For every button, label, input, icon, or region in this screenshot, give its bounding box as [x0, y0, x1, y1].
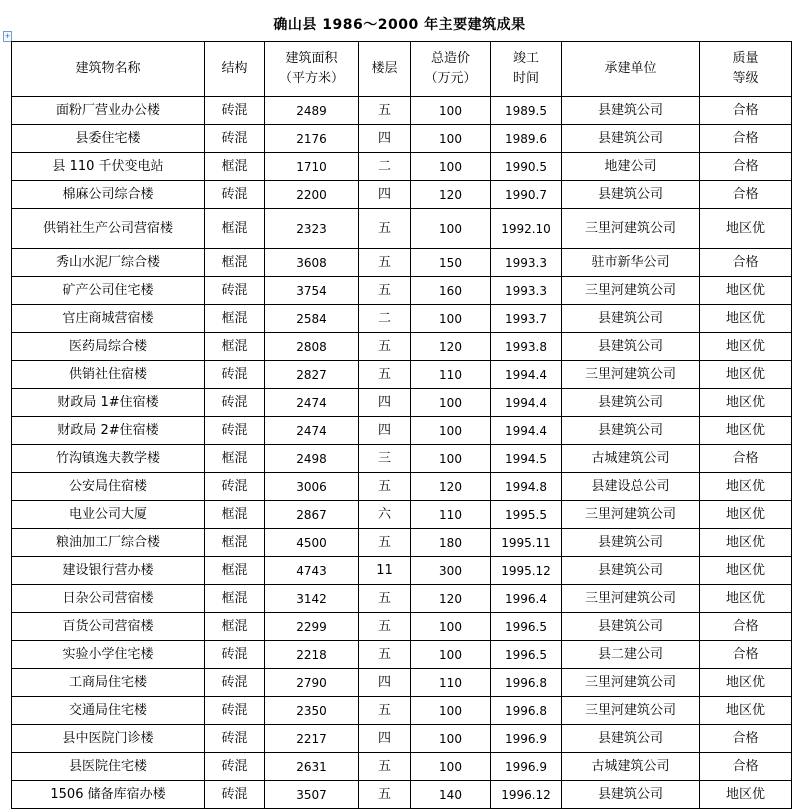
cell-contractor: 县建筑公司	[562, 613, 700, 641]
cell-contractor: 三里河建筑公司	[562, 501, 700, 529]
cell-area: 2808	[265, 333, 359, 361]
table-row	[12, 557, 792, 585]
cell-area: 3142	[265, 585, 359, 613]
cell-floors: 五	[359, 585, 411, 613]
cell-name: 工商局住宅楼	[12, 669, 205, 697]
cell-contractor: 县建筑公司	[562, 97, 700, 125]
cell-completed: 1994.4	[491, 417, 562, 445]
cell-contractor: 驻市新华公司	[562, 249, 700, 277]
table-row	[12, 501, 792, 529]
cell-quality: 合格	[700, 725, 792, 753]
cell-structure: 砖混	[205, 389, 265, 417]
table-row	[12, 125, 792, 153]
page-title: 确山县 1986～2000 年主要建筑成果	[273, 17, 526, 33]
cell-structure: 砖混	[205, 277, 265, 305]
table-row	[12, 153, 792, 181]
cell-floors: 五	[359, 753, 411, 781]
cell-floors: 五	[359, 697, 411, 725]
cell-floors: 六	[359, 501, 411, 529]
header-area-line2: （平方米）	[278, 71, 344, 86]
header-cost-line2: （万元）	[424, 71, 477, 86]
cell-quality: 地区优	[700, 781, 792, 809]
cell-name: 建设银行营办楼	[12, 557, 205, 585]
cell-area: 3507	[265, 781, 359, 809]
table-row	[12, 725, 792, 753]
cell-structure: 砖混	[205, 97, 265, 125]
cell-quality: 合格	[700, 249, 792, 277]
cell-structure: 框混	[205, 153, 265, 181]
cell-contractor: 县建筑公司	[562, 333, 700, 361]
cell-structure: 框混	[205, 249, 265, 277]
cell-structure: 砖混	[205, 473, 265, 501]
cell-name: 供销社住宿楼	[12, 361, 205, 389]
cell-completed: 1994.5	[491, 445, 562, 473]
cell-quality: 地区优	[700, 501, 792, 529]
cell-floors: 五	[359, 613, 411, 641]
cell-contractor: 县建筑公司	[562, 417, 700, 445]
cell-contractor: 古城建筑公司	[562, 753, 700, 781]
cell-completed: 1996.8	[491, 669, 562, 697]
cell-structure: 框混	[205, 613, 265, 641]
cell-area: 2790	[265, 669, 359, 697]
cell-structure: 框混	[205, 501, 265, 529]
table-row	[12, 417, 792, 445]
cell-contractor: 县建筑公司	[562, 557, 700, 585]
cell-structure: 框混	[205, 305, 265, 333]
cell-cost: 300	[411, 557, 491, 585]
cell-contractor: 三里河建筑公司	[562, 361, 700, 389]
cell-area: 2299	[265, 613, 359, 641]
cell-structure: 砖混	[205, 181, 265, 209]
header-structure: 结构	[205, 42, 265, 97]
cell-quality: 合格	[700, 181, 792, 209]
cell-structure: 砖混	[205, 641, 265, 669]
cell-name: 县医院住宅楼	[12, 753, 205, 781]
cell-completed: 1995.11	[491, 529, 562, 557]
header-quality-line1: 质量	[732, 51, 759, 66]
cell-completed: 1990.5	[491, 153, 562, 181]
cell-cost: 100	[411, 125, 491, 153]
cell-completed: 1992.10	[491, 209, 562, 249]
table-row	[12, 389, 792, 417]
cell-structure: 砖混	[205, 697, 265, 725]
cell-floors: 四	[359, 725, 411, 753]
cell-name: 日杂公司营宿楼	[12, 585, 205, 613]
cell-area: 2584	[265, 305, 359, 333]
cell-floors: 四	[359, 389, 411, 417]
cell-structure: 框混	[205, 585, 265, 613]
cell-quality: 合格	[700, 753, 792, 781]
cell-name: 供销社生产公司营宿楼	[12, 209, 205, 249]
cell-area: 2200	[265, 181, 359, 209]
cell-structure: 砖混	[205, 669, 265, 697]
cell-area: 2631	[265, 753, 359, 781]
cell-cost: 100	[411, 417, 491, 445]
cell-cost: 120	[411, 333, 491, 361]
table-row	[12, 585, 792, 613]
cell-quality: 合格	[700, 613, 792, 641]
cell-area: 2474	[265, 417, 359, 445]
cell-quality: 地区优	[700, 333, 792, 361]
table-row	[12, 97, 792, 125]
cell-area: 2474	[265, 389, 359, 417]
cell-name: 百货公司营宿楼	[12, 613, 205, 641]
cell-quality: 合格	[700, 153, 792, 181]
cell-quality: 地区优	[700, 361, 792, 389]
cell-quality: 地区优	[700, 473, 792, 501]
cell-name: 1506 储备库宿办楼	[12, 781, 205, 809]
cell-floors: 四	[359, 417, 411, 445]
header-area	[265, 42, 359, 97]
cell-area: 2498	[265, 445, 359, 473]
cell-name: 财政局 2#住宿楼	[12, 417, 205, 445]
table-row	[12, 305, 792, 333]
cell-area: 2218	[265, 641, 359, 669]
cell-completed: 1996.5	[491, 641, 562, 669]
cell-contractor: 县建筑公司	[562, 125, 700, 153]
header-completion-line1: 竣工	[512, 51, 539, 66]
cell-contractor: 县建筑公司	[562, 725, 700, 753]
cell-area: 2323	[265, 209, 359, 249]
table-row	[12, 781, 792, 809]
cell-cost: 100	[411, 445, 491, 473]
header-cost	[411, 42, 491, 97]
cell-completed: 1996.9	[491, 753, 562, 781]
cell-name: 县中医院门诊楼	[12, 725, 205, 753]
cell-cost: 110	[411, 501, 491, 529]
table-row	[12, 641, 792, 669]
cell-contractor: 县建筑公司	[562, 529, 700, 557]
cell-name: 医药局综合楼	[12, 333, 205, 361]
cell-name: 矿产公司住宅楼	[12, 277, 205, 305]
cell-area: 4743	[265, 557, 359, 585]
cell-floors: 二	[359, 153, 411, 181]
cell-cost: 100	[411, 97, 491, 125]
cell-structure: 砖混	[205, 781, 265, 809]
cell-completed: 1989.6	[491, 125, 562, 153]
table-row	[12, 445, 792, 473]
cell-floors: 五	[359, 277, 411, 305]
cell-name: 公安局住宿楼	[12, 473, 205, 501]
header-contractor: 承建单位	[562, 42, 700, 97]
cell-name: 竹沟镇逸夫教学楼	[12, 445, 205, 473]
cell-cost: 100	[411, 613, 491, 641]
cell-name: 县 110 千伏变电站	[12, 153, 205, 181]
cell-completed: 1996.12	[491, 781, 562, 809]
cell-quality: 地区优	[700, 417, 792, 445]
cell-structure: 框混	[205, 445, 265, 473]
cell-area: 2217	[265, 725, 359, 753]
header-area-line1: 建筑面积	[285, 51, 338, 66]
cell-completed: 1995.12	[491, 557, 562, 585]
table-row	[12, 473, 792, 501]
cell-completed: 1993.3	[491, 249, 562, 277]
cell-structure: 框混	[205, 209, 265, 249]
table-row	[12, 249, 792, 277]
header-quality-line2: 等级	[732, 71, 759, 86]
cell-cost: 160	[411, 277, 491, 305]
cell-area: 3754	[265, 277, 359, 305]
cell-completed: 1996.5	[491, 613, 562, 641]
cell-structure: 砖混	[205, 725, 265, 753]
cell-floors: 四	[359, 125, 411, 153]
cell-name: 交通局住宅楼	[12, 697, 205, 725]
cell-quality: 地区优	[700, 305, 792, 333]
cell-cost: 100	[411, 697, 491, 725]
cell-floors: 五	[359, 641, 411, 669]
cell-structure: 砖混	[205, 125, 265, 153]
cell-quality: 地区优	[700, 389, 792, 417]
cell-cost: 110	[411, 669, 491, 697]
cell-contractor: 县建筑公司	[562, 305, 700, 333]
cell-contractor: 县建筑公司	[562, 389, 700, 417]
cell-area: 1710	[265, 153, 359, 181]
cell-floors: 五	[359, 209, 411, 249]
cell-completed: 1996.9	[491, 725, 562, 753]
table-row	[12, 361, 792, 389]
cell-structure: 框混	[205, 333, 265, 361]
table-row	[12, 753, 792, 781]
cell-contractor: 三里河建筑公司	[562, 697, 700, 725]
cell-name: 粮油加工厂综合楼	[12, 529, 205, 557]
table-row	[12, 209, 792, 249]
cell-structure: 砖混	[205, 417, 265, 445]
cell-contractor: 三里河建筑公司	[562, 585, 700, 613]
header-cost-line1: 总造价	[430, 51, 470, 66]
cell-structure: 框混	[205, 529, 265, 557]
cell-cost: 150	[411, 249, 491, 277]
cell-cost: 100	[411, 641, 491, 669]
cell-contractor: 古城建筑公司	[562, 445, 700, 473]
cell-quality: 地区优	[700, 585, 792, 613]
cell-contractor: 三里河建筑公司	[562, 669, 700, 697]
cell-cost: 100	[411, 753, 491, 781]
cell-cost: 140	[411, 781, 491, 809]
cell-contractor: 县二建公司	[562, 641, 700, 669]
cell-name: 秀山水泥厂综合楼	[12, 249, 205, 277]
cell-cost: 100	[411, 153, 491, 181]
cell-cost: 100	[411, 725, 491, 753]
cell-floors: 五	[359, 97, 411, 125]
cell-floors: 五	[359, 249, 411, 277]
cell-quality: 合格	[700, 445, 792, 473]
cell-structure: 框混	[205, 557, 265, 585]
cell-completed: 1996.4	[491, 585, 562, 613]
cell-quality: 地区优	[700, 529, 792, 557]
header-floors: 楼层	[359, 42, 411, 97]
table-anchor-icon[interactable]: +	[4, 32, 11, 40]
cell-quality: 合格	[700, 125, 792, 153]
cell-quality: 合格	[700, 97, 792, 125]
cell-contractor: 三里河建筑公司	[562, 277, 700, 305]
cell-floors: 五	[359, 781, 411, 809]
cell-floors: 五	[359, 529, 411, 557]
cell-floors: 五	[359, 361, 411, 389]
cell-floors: 四	[359, 669, 411, 697]
cell-contractor: 三里河建筑公司	[562, 209, 700, 249]
table-row	[12, 277, 792, 305]
cell-area: 2827	[265, 361, 359, 389]
header-completion	[491, 42, 562, 97]
cell-completed: 1993.7	[491, 305, 562, 333]
cell-quality: 地区优	[700, 669, 792, 697]
cell-quality: 地区优	[700, 209, 792, 249]
cell-name: 县委住宅楼	[12, 125, 205, 153]
cell-quality: 地区优	[700, 277, 792, 305]
cell-area: 4500	[265, 529, 359, 557]
cell-completed: 1996.8	[491, 697, 562, 725]
cell-area: 2350	[265, 697, 359, 725]
cell-name: 财政局 1#住宿楼	[12, 389, 205, 417]
header-name: 建筑物名称	[12, 42, 205, 97]
cell-contractor: 地建公司	[562, 153, 700, 181]
cell-area: 2176	[265, 125, 359, 153]
cell-cost: 100	[411, 389, 491, 417]
cell-completed: 1994.4	[491, 361, 562, 389]
cell-floors: 四	[359, 181, 411, 209]
table-row	[12, 333, 792, 361]
cell-cost: 120	[411, 473, 491, 501]
cell-contractor: 县建筑公司	[562, 181, 700, 209]
cell-completed: 1993.3	[491, 277, 562, 305]
table-row	[12, 697, 792, 725]
cell-area: 2867	[265, 501, 359, 529]
header-quality	[700, 42, 792, 97]
cell-name: 实验小学住宅楼	[12, 641, 205, 669]
header-completion-line2: 时间	[512, 71, 539, 86]
cell-completed: 1995.5	[491, 501, 562, 529]
cell-area: 3006	[265, 473, 359, 501]
cell-name: 官庄商城营宿楼	[12, 305, 205, 333]
cell-area: 3608	[265, 249, 359, 277]
cell-name: 棉麻公司综合楼	[12, 181, 205, 209]
cell-contractor: 县建筑公司	[562, 781, 700, 809]
cell-contractor: 县建设总公司	[562, 473, 700, 501]
cell-floors: 11	[359, 557, 411, 585]
cell-quality: 合格	[700, 641, 792, 669]
cell-completed: 1994.8	[491, 473, 562, 501]
table-row	[12, 181, 792, 209]
cell-cost: 120	[411, 181, 491, 209]
table-row	[12, 529, 792, 557]
cell-floors: 五	[359, 333, 411, 361]
cell-cost: 110	[411, 361, 491, 389]
cell-cost: 120	[411, 585, 491, 613]
table-header-row	[12, 42, 792, 97]
cell-quality: 地区优	[700, 557, 792, 585]
cell-cost: 100	[411, 209, 491, 249]
cell-floors: 三	[359, 445, 411, 473]
table-row	[12, 613, 792, 641]
cell-completed: 1990.7	[491, 181, 562, 209]
cell-floors: 五	[359, 473, 411, 501]
cell-cost: 100	[411, 305, 491, 333]
cell-completed: 1993.8	[491, 333, 562, 361]
cell-area: 2489	[265, 97, 359, 125]
cell-structure: 砖混	[205, 361, 265, 389]
table-row	[12, 669, 792, 697]
cell-completed: 1989.5	[491, 97, 562, 125]
cell-name: 电业公司大厦	[12, 501, 205, 529]
cell-quality: 地区优	[700, 697, 792, 725]
cell-structure: 砖混	[205, 753, 265, 781]
cell-name: 面粉厂营业办公楼	[12, 97, 205, 125]
cell-cost: 180	[411, 529, 491, 557]
cell-completed: 1994.4	[491, 389, 562, 417]
cell-floors: 二	[359, 305, 411, 333]
buildings-table	[11, 41, 792, 809]
